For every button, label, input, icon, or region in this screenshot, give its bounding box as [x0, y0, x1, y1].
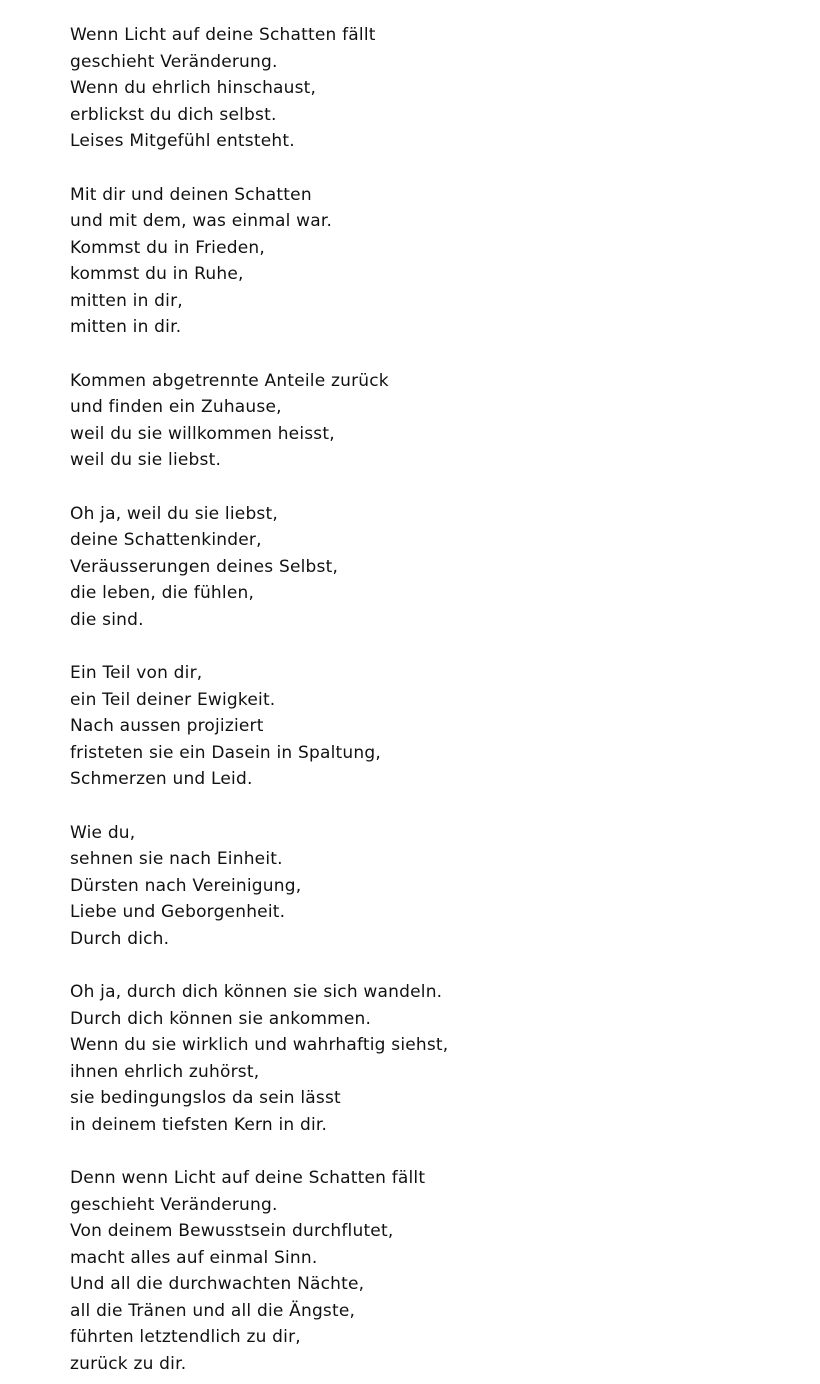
- poem-line: Und all die durchwachten Nächte,: [70, 1274, 365, 1294]
- stanza-1: [70, 22, 820, 155]
- stanza-6: [70, 820, 820, 953]
- poem-line: mitten in dir.: [70, 317, 182, 337]
- poem-line: die leben, die fühlen,: [70, 583, 255, 603]
- poem-line: Nach aussen projiziert: [70, 716, 264, 736]
- poem-line: sehnen sie nach Einheit.: [70, 849, 283, 869]
- poem-line: Schmerzen und Leid.: [70, 769, 253, 789]
- stanza-3: [70, 368, 820, 474]
- poem-line: erblickst du dich selbst.: [70, 104, 277, 125]
- stanza-4: [70, 501, 820, 634]
- poem-line: geschieht Veränderung.: [70, 1194, 278, 1215]
- poem-line: Liebe und Geborgenheit.: [70, 902, 286, 922]
- poem-line: Oh ja, weil du sie liebst,: [70, 503, 278, 524]
- poem-line: zurück zu dir.: [70, 1353, 187, 1374]
- poem-line: Dürsten nach Vereinigung,: [70, 875, 302, 896]
- poem-line: mitten in dir,: [70, 290, 183, 311]
- poem-line: fristeten sie ein Dasein in Spaltung,: [70, 742, 381, 763]
- poem-line: deine Schattenkinder,: [70, 530, 262, 550]
- poem-line: sie bedingungslos da sein lässt: [70, 1088, 341, 1108]
- poem-line: Kommen abgetrennte Anteile zurück: [70, 370, 389, 391]
- poem-line: Mit dir und deinen Schatten: [70, 184, 312, 205]
- poem-line: Oh ja, durch dich können sie sich wandeln.: [70, 982, 443, 1002]
- poem-line: führten letztendlich zu dir,: [70, 1327, 301, 1347]
- stanza-2: [70, 182, 820, 341]
- poem-line: in deinem tiefsten Kern in dir.: [70, 1114, 328, 1135]
- stanza-8: [70, 1165, 820, 1377]
- poem-line: die sind.: [70, 609, 144, 630]
- poem-line: macht alles auf einmal Sinn.: [70, 1247, 318, 1268]
- poem-line: und finden ein Zuhause,: [70, 397, 282, 417]
- poem-line: ihnen ehrlich zuhörst,: [70, 1061, 260, 1082]
- stanza-7: [70, 979, 820, 1138]
- poem-line: all die Tränen und all die Ängste,: [70, 1300, 356, 1321]
- poem-line: Wenn Licht auf deine Schatten fällt: [70, 25, 376, 45]
- poem-line: Denn wenn Licht auf deine Schatten fällt: [70, 1168, 426, 1188]
- poem-line: Wie du,: [70, 822, 136, 843]
- poem-line: Durch dich können sie ankommen.: [70, 1008, 372, 1029]
- poem-line: und mit dem, was einmal war.: [70, 211, 333, 231]
- poem-line: Wenn du sie wirklich und wahrhaftig siehst,: [70, 1035, 449, 1055]
- poem-line: Ein Teil von dir,: [70, 663, 203, 683]
- poem-line: geschieht Veränderung.: [70, 51, 278, 72]
- poem-line: Wenn du ehrlich hinschaust,: [70, 78, 317, 98]
- poem-line: ein Teil deiner Ewigkeit.: [70, 689, 276, 710]
- poem: [70, 22, 820, 1377]
- poem-line: Kommst du in Frieden,: [70, 237, 265, 258]
- poem-line: weil du sie willkommen heisst,: [70, 423, 335, 444]
- poem-line: Leises Mitgefühl entsteht.: [70, 131, 295, 151]
- poem-line: Von deinem Bewusstsein durchflutet,: [70, 1221, 394, 1241]
- stanza-5: [70, 660, 820, 793]
- poem-line: weil du sie liebst.: [70, 450, 222, 470]
- poem-line: Durch dich.: [70, 928, 170, 949]
- poem-line: Veräusserungen deines Selbst,: [70, 556, 339, 577]
- poem-line: kommst du in Ruhe,: [70, 264, 244, 284]
